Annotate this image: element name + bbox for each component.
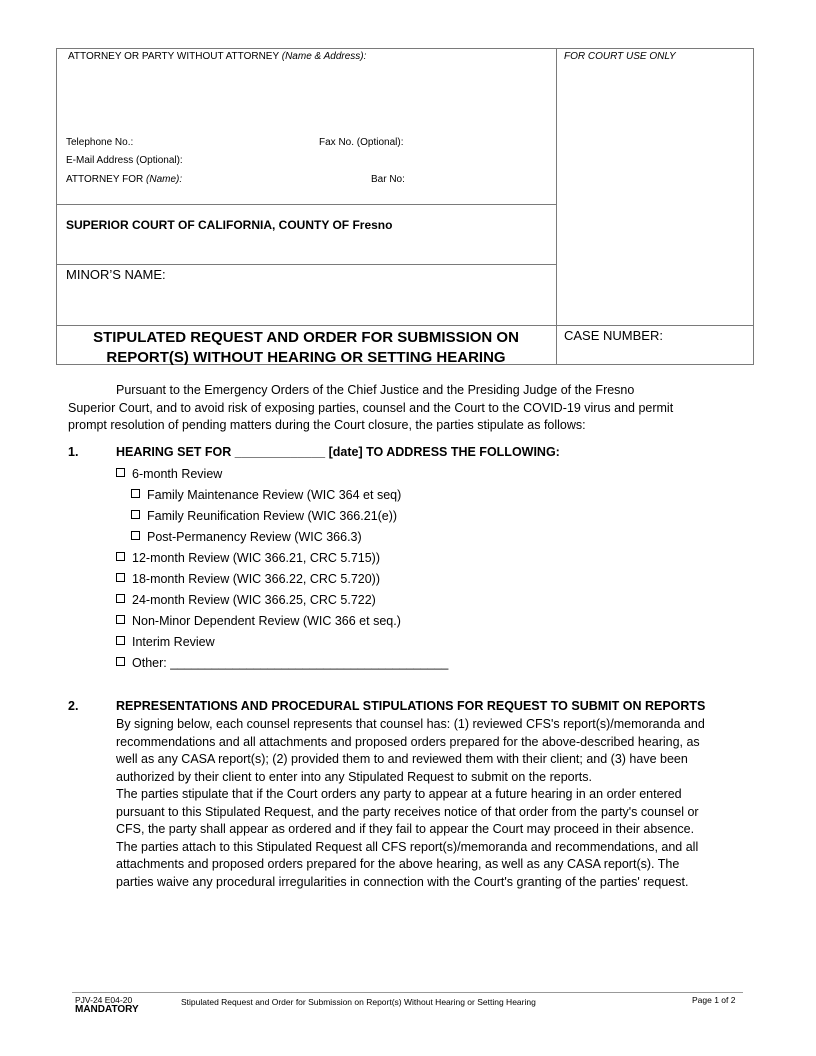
checkbox-label: Family Reunification Review (WIC 366.21(e)) — [147, 509, 398, 523]
checkbox-family-maintenance[interactable] — [131, 488, 401, 502]
checkbox-icon[interactable] — [131, 510, 140, 519]
checkbox-family-reunification[interactable] — [131, 509, 397, 523]
attorney-label-text: ATTORNEY OR PARTY WITHOUT ATTORNEY — [68, 51, 279, 62]
bar-no-label: Bar No: — [371, 174, 405, 185]
section2-heading: REPRESENTATIONS AND PROCEDURAL STIPULATIONS FOR REQUEST TO SUBMIT ON REPORTS — [116, 699, 706, 713]
checkbox-24-month[interactable] — [116, 593, 376, 607]
form-title-line2: REPORT(S) WITHOUT HEARING OR SETTING HEARING — [106, 349, 506, 366]
section2-line: The parties stipulate that if the Court orders any party to appear at a future hearing in an order entered — [116, 787, 682, 801]
checkbox-label: Post-Permanency Review (WIC 366.3) — [147, 530, 362, 544]
court-use-label: FOR COURT USE ONLY — [564, 51, 676, 62]
checkbox-6-month[interactable] — [116, 467, 222, 481]
checkbox-12-month[interactable] — [116, 551, 380, 565]
intro-line: Pursuant to the Emergency Orders of the Chief Justice and the Presiding Judge of the Fresno — [116, 383, 635, 397]
section2-line: pursuant to this Stipulated Request, and the party receives notice of that order from the party's counsel or — [116, 804, 699, 819]
section2-body — [116, 716, 796, 891]
section1-number: 1. — [68, 445, 79, 459]
divider-court — [56, 204, 556, 205]
checkbox-label: Interim Review — [132, 635, 215, 649]
section2-line: recommendations and all attachments and proposed orders prepared for the above-described hearing, as — [116, 734, 700, 749]
caption-box — [56, 48, 754, 365]
section2-line: authorized by their client to enter into any Stipulated Request to submit on the reports. — [116, 769, 592, 784]
checkbox-18-month[interactable] — [116, 572, 380, 586]
footer-title: Stipulated Request and Order for Submission on Report(s) Without Hearing or Setting Hearing — [181, 997, 536, 1007]
checkbox-label: Other: ________________________________________ — [132, 656, 449, 670]
checkbox-non-minor[interactable] — [116, 614, 401, 628]
section1-heading: HEARING SET FOR _____________ [date] TO ADDRESS THE FOLLOWING: — [116, 445, 560, 459]
checkbox-icon[interactable] — [116, 615, 125, 624]
checkbox-icon[interactable] — [116, 594, 125, 603]
checkbox-label: 12-month Review (WIC 366.21, CRC 5.715)) — [132, 551, 381, 565]
section2-line: The parties attach to this Stipulated Request all CFS report(s)/memoranda and recommendations, and all — [116, 839, 699, 854]
checkbox-post-permanency[interactable] — [131, 530, 362, 544]
checkbox-label: 24-month Review (WIC 366.25, CRC 5.722) — [132, 593, 376, 607]
divider-title — [56, 325, 753, 326]
minor-name-label: MINOR’S NAME: — [66, 267, 166, 282]
checkbox-icon[interactable] — [131, 489, 140, 498]
checkbox-icon[interactable] — [116, 468, 125, 477]
telephone-label: Telephone No.: — [66, 137, 134, 148]
attorney-for-italic: (Name): — [146, 174, 183, 185]
section2-line: well as any CASA report(s); (2) provided them to and reviewed them with their client; and (3) have been — [116, 752, 688, 766]
footer-rule — [72, 992, 743, 993]
section2-line: parties waive any procedural irregularities in connection with the Court's granting of the parties' request. — [116, 874, 689, 889]
checkbox-label: Non-Minor Dependent Review (WIC 366 et seq.) — [132, 614, 401, 628]
checkbox-icon[interactable] — [116, 573, 125, 582]
form-title — [56, 328, 556, 368]
section2-line: By signing below, each counsel represents that counsel has: (1) reviewed CFS's report(s)/memoranda and — [116, 717, 705, 731]
checkbox-icon[interactable] — [116, 657, 125, 666]
section2-line: attachments and proposed orders prepared for the above hearing, as well as any CASA report(s). The — [116, 857, 680, 871]
email-label: E-Mail Address (Optional): — [66, 155, 183, 166]
checkbox-interim[interactable] — [116, 635, 215, 649]
checkbox-icon[interactable] — [116, 552, 125, 561]
intro-line: prompt resolution of pending matters during the Court closure, the parties stipulate as follows: — [68, 418, 586, 432]
mandatory-label: MANDATORY — [75, 1004, 139, 1015]
page-number: Page 1 of 2 — [692, 995, 736, 1005]
attorney-label-italic: (Name & Address): — [281, 51, 367, 62]
checkbox-other[interactable] — [116, 656, 448, 670]
court-name: SUPERIOR COURT OF CALIFORNIA, COUNTY OF Fresno — [66, 218, 393, 232]
intro-line: Superior Court, and to avoid risk of exposing parties, counsel and the Court to the COVID-19 virus and permit — [68, 400, 674, 415]
attorney-for-label — [66, 174, 182, 185]
divider-minor — [56, 264, 556, 265]
section2-number: 2. — [68, 699, 79, 713]
checkbox-label: 6-month Review — [132, 467, 223, 481]
checkbox-label: 18-month Review (WIC 366.22, CRC 5.720)) — [132, 572, 381, 586]
attorney-label — [68, 51, 366, 62]
case-number-label: CASE NUMBER: — [564, 328, 663, 343]
fax-label: Fax No. (Optional): — [319, 137, 404, 148]
checkbox-icon[interactable] — [116, 636, 125, 645]
checkbox-label: Family Maintenance Review (WIC 364 et seq) — [147, 488, 402, 502]
intro-paragraph — [68, 382, 768, 435]
section2-line: CFS, the party shall appear as ordered and if they fail to appear the Court may proceed in their absence. — [116, 822, 695, 836]
attorney-for-text: ATTORNEY FOR — [66, 174, 144, 185]
form-id: PJV-24 E04-20 — [75, 995, 133, 1005]
form-title-line1: STIPULATED REQUEST AND ORDER FOR SUBMISSION ON — [93, 329, 519, 346]
caption-divider — [556, 48, 557, 364]
checkbox-icon[interactable] — [131, 531, 140, 540]
